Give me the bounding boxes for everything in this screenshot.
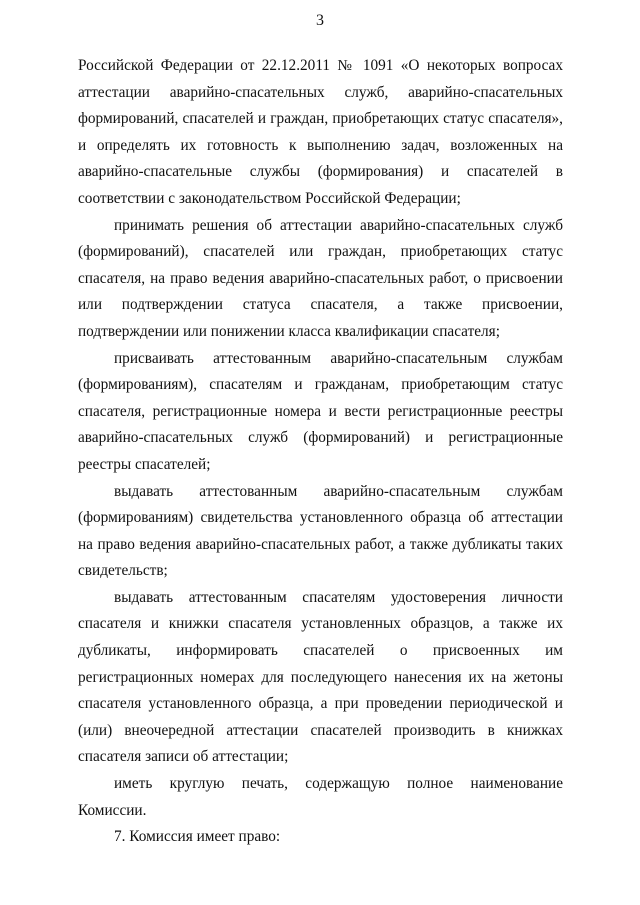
paragraph-identity-documents: выдавать аттестованным спасателям удостоверения личности спасателя и книжки спасателя установленных образцов, а также их дубликаты, информировать спасателей о присвоенных им регистрационных номерах для последующего нанесения их на жетоны спасателя установленного образца, а при проведении периодической и (или) внеочередной аттестации спасателей производить в книжках спасателя записи об аттестации; xyxy=(78,588,563,766)
paragraph-seal: иметь круглую печать, содержащую полное наименование Комиссии. xyxy=(78,775,563,819)
page-number: 3 xyxy=(316,12,324,29)
paragraph-commission-rights: 7. Комиссия имеет право: xyxy=(114,828,281,846)
paragraph-decisions: принимать решения об аттестации аварийно-спасательных служб (формирований), спасателей или граждан, приобретающих статус спасателя, на право ведения аварийно-спасательных работ, о присвоении или подтверждении статуса спасателя, а также присвоении, подтверждении или понижении класса квалификации спасателя; xyxy=(78,216,563,340)
paragraph-certificates: выдавать аттестованным аварийно-спасательным службам (формированиям) свидетельства установленного образца об аттестации на право ведения аварийно-спасательных работ, а также дубликаты таких свидетельств; xyxy=(78,482,563,580)
paragraph-continuation: Российской Федерации от 22.12.2011 № 1091 «О некоторых вопросах аттестации аварийно-спасательных служб, аварийно-спасательных формирований, спасателей и граждан, приобретающих статус спасателя», и определять их готовность к выполнению задач, возложенных на аварийно-спасательные службы (формирования) и спасателей в соответствии с законодательством Российской Федерации; xyxy=(78,57,563,207)
paragraph-registration-numbers: присваивать аттестованным аварийно-спасательным службам (формированиям), спасателям и гражданам, приобретающим статус спасателя, регистрационные номера и вести регистрационные реестры аварийно-спасательных служб (формирований) и регистрационные реестры спасателей; xyxy=(78,349,563,473)
document-body xyxy=(78,53,563,851)
